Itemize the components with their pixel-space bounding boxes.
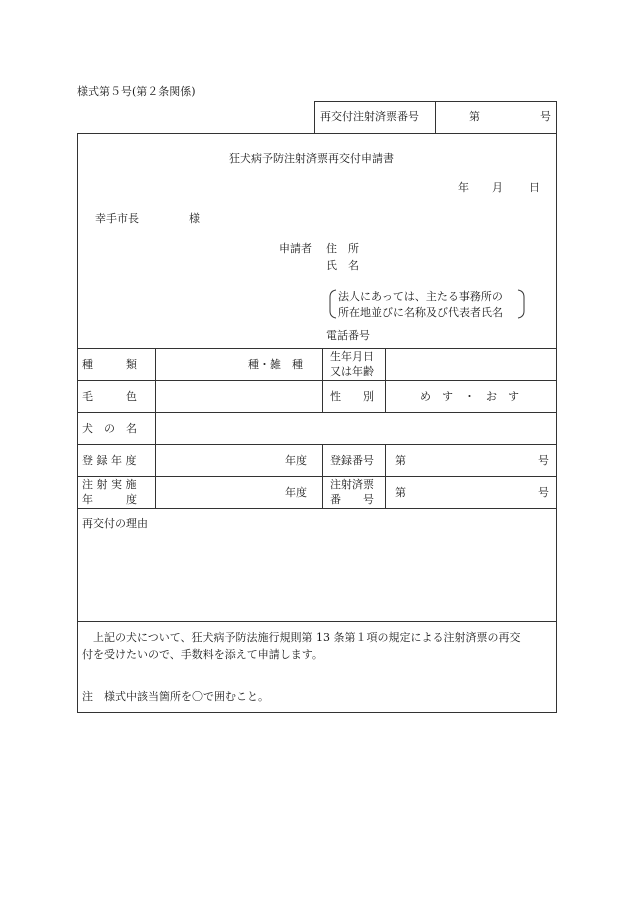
- addressee-mayor: 幸手市長: [95, 212, 139, 225]
- sex-label: 性 別: [330, 390, 374, 403]
- applicant-label: 申請者: [279, 242, 312, 255]
- injection-year-label-line1: 注 射 実 施: [82, 478, 137, 491]
- tag-number-dai: 第: [395, 486, 406, 499]
- injection-year-label-line2: 年 度: [82, 493, 137, 506]
- birth-label-line1: 生年月日: [330, 350, 374, 363]
- reissue-number-label: 再交付注射済票番号: [320, 110, 419, 123]
- declaration-line1: 上記の犬について、狂犬病予防法施行規則第 13 条第１項の規定による注射済票の再交: [93, 631, 521, 644]
- injection-year-suffix: 年度: [285, 486, 307, 499]
- registration-number-go: 号: [538, 454, 549, 467]
- dog-name-label: 犬 の 名: [82, 422, 137, 435]
- form-number: 様式第５号(第２条関係): [77, 85, 196, 98]
- addressee-sama: 様: [189, 212, 200, 225]
- date-day: 日: [529, 181, 540, 194]
- reissue-reason-label: 再交付の理由: [82, 517, 148, 530]
- registration-number-dai: 第: [395, 454, 406, 467]
- reissue-number-go: 号: [540, 110, 551, 123]
- kind-value: 種・雑 種: [248, 358, 303, 371]
- right-bracket: [517, 289, 525, 319]
- tag-number-label-line2: 番 号: [330, 493, 374, 506]
- registration-number-label: 登録番号: [330, 454, 374, 467]
- phone-label: 電話番号: [326, 329, 370, 342]
- sex-value: め す ・ お す: [420, 390, 519, 403]
- reissue-number-dai: 第: [469, 110, 480, 123]
- corporate-note-line2: 所在地並びに名称及び代表者氏名: [338, 306, 503, 319]
- tag-number-go: 号: [538, 486, 549, 499]
- corporate-note-line1: 法人にあっては、主たる事務所の: [338, 290, 503, 303]
- color-label: 毛 色: [82, 390, 137, 403]
- form-note: 注 様式中該当箇所を〇で囲むこと。: [82, 690, 269, 703]
- form-title: 狂犬病予防注射済票再交付申請書: [229, 152, 394, 165]
- kind-label: 種 類: [82, 358, 137, 371]
- name-label: 氏 名: [326, 259, 359, 272]
- date-month: 月: [492, 181, 503, 194]
- registration-year-suffix: 年度: [285, 454, 307, 467]
- registration-year-label: 登 録 年 度: [82, 454, 137, 467]
- declaration-line2: 付を受けたいので、手数料を添えて申請します。: [82, 648, 323, 661]
- date-year: 年: [458, 181, 469, 194]
- tag-number-label-line1: 注射済票: [330, 478, 374, 491]
- left-bracket: [329, 289, 337, 319]
- birth-label-line2: 又は年齢: [330, 365, 374, 378]
- address-label: 住 所: [326, 242, 359, 255]
